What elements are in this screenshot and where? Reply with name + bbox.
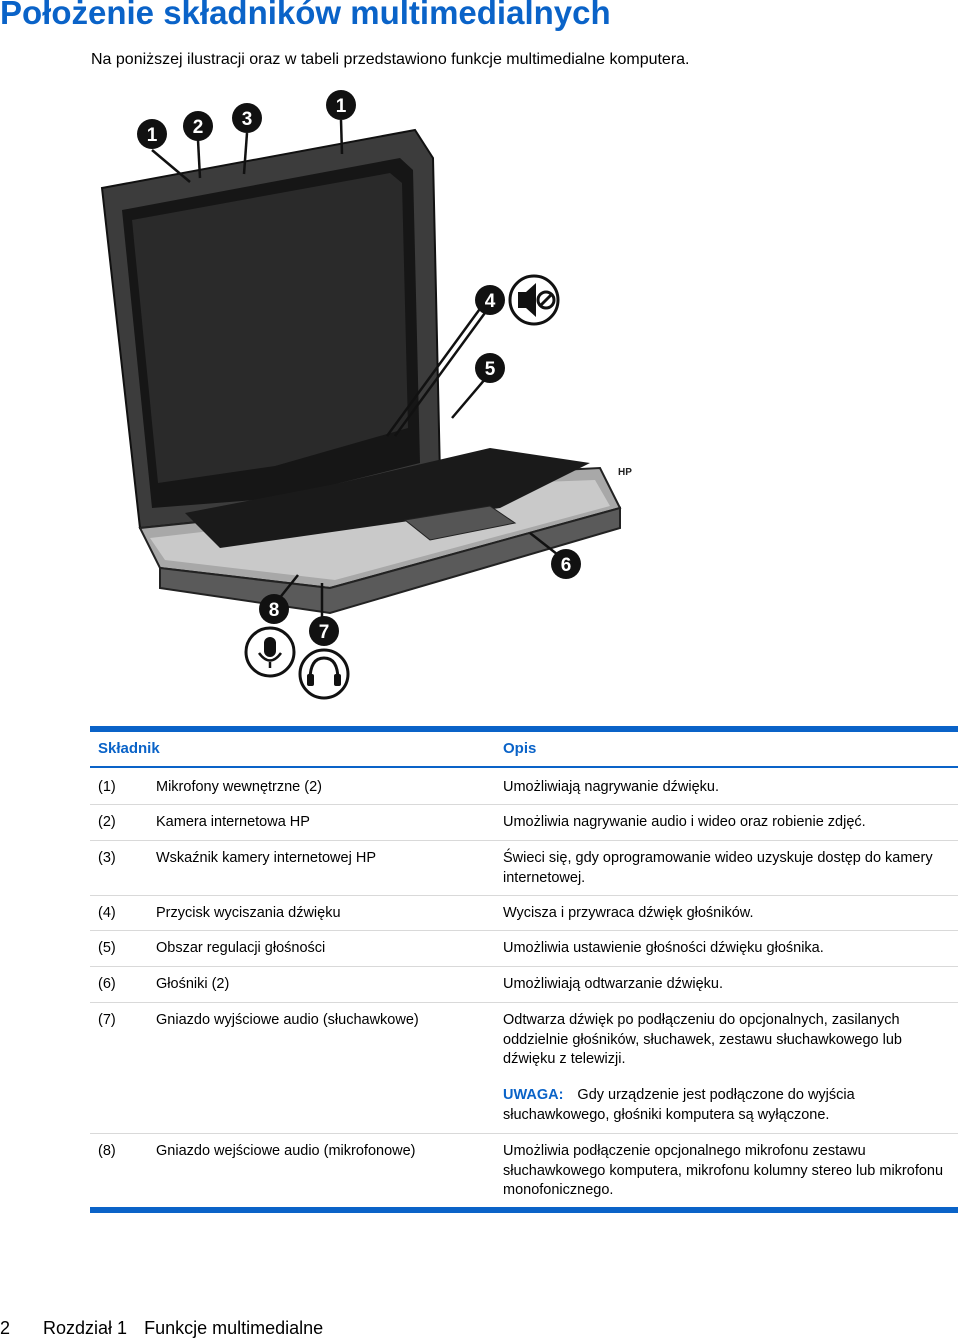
- row-desc: Umożliwia nagrywanie audio i wideo oraz robienie zdjęć.: [503, 814, 866, 830]
- row-desc: Umożliwiają nagrywanie dźwięku.: [503, 779, 719, 795]
- intro-text: Na poniższej ilustracji oraz w tabeli przedstawiono funkcje multimedialne komputera.: [91, 51, 690, 68]
- row-num: (6): [98, 976, 116, 992]
- row-name: Gniazdo wyjściowe audio (słuchawkowe): [156, 1012, 419, 1028]
- row-name: Mikrofony wewnętrzne (2): [156, 779, 322, 795]
- row-divider: [90, 895, 958, 896]
- callout-2: [183, 111, 213, 141]
- microphone-icon: [246, 628, 294, 676]
- row-desc: Umożliwiają odtwarzanie dźwięku.: [503, 976, 724, 992]
- headphones-icon: [300, 650, 348, 698]
- row-desc: Umożliwia ustawienie głośności dźwięku głośnika.: [503, 940, 824, 956]
- callout-number: 7: [318, 622, 330, 643]
- table-bottom-rule: [90, 1207, 958, 1213]
- callout-number: 1: [146, 125, 158, 146]
- row-divider: [90, 804, 958, 805]
- note: [503, 1086, 953, 1125]
- callout-3: [232, 103, 262, 133]
- callout-1b: [326, 90, 356, 120]
- callout-number: 5: [484, 359, 496, 380]
- row-desc: Wycisza i przywraca dźwięk głośników.: [503, 905, 754, 921]
- row-num: (2): [98, 814, 116, 830]
- row-name: Gniazdo wejściowe audio (mikrofonowe): [156, 1143, 416, 1159]
- row-desc: Umożliwia podłączenie opcjonalnego mikrofonu zestawu słuchawkowego komputera, mikrofonu kolumny stereo lub mikrofonu monofonicznego.: [503, 1143, 944, 1198]
- callout-8: [259, 594, 289, 624]
- row-name: Kamera internetowa HP: [156, 814, 310, 830]
- row-name: Przycisk wyciszania dźwięku: [156, 905, 341, 921]
- callout-4: [475, 285, 505, 315]
- note-text: Gdy urządzenie jest podłączone do wyjścia słuchawkowego, głośniki komputera są wyłączone.: [503, 1087, 855, 1123]
- row-name: Obszar regulacji głośności: [156, 940, 326, 956]
- laptop-illustration: [90, 88, 850, 708]
- row-num: (3): [98, 850, 116, 866]
- callout-1a: [137, 119, 167, 149]
- row-divider: [90, 1002, 958, 1003]
- row-desc: Odtwarza dźwięk po podłączeniu do opcjonalnych, zasilanych oddzielnie głośników, słuchawek, zestawu słuchawkowego lub dźwięku z telewizji.: [503, 1012, 902, 1067]
- laptop-lid: [102, 130, 440, 528]
- row-num: (7): [98, 1012, 116, 1028]
- callout-number: 8: [268, 600, 280, 621]
- row-divider: [90, 840, 958, 841]
- row-num: (4): [98, 905, 116, 921]
- chapter-label: Rozdział 1: [43, 1318, 128, 1338]
- table-top-rule: [90, 726, 958, 732]
- note-label: UWAGA:: [503, 1087, 564, 1103]
- header-component: Składnik: [98, 740, 160, 757]
- row-num: (5): [98, 940, 116, 956]
- mute-speaker-icon: [510, 276, 558, 324]
- page-title: Położenie składników multimedialnych: [0, 0, 611, 31]
- callout-number: 3: [241, 109, 253, 130]
- header-description: Opis: [503, 740, 537, 757]
- callout-7: [309, 616, 339, 646]
- row-desc: Świeci się, gdy oprogramowanie wideo uzyskuje dostęp do kamery internetowej.: [503, 850, 933, 886]
- chapter-title: Funkcje multimedialne: [144, 1318, 324, 1338]
- row-num: (1): [98, 779, 116, 795]
- row-num: (8): [98, 1143, 116, 1159]
- page-footer: [0, 1318, 335, 1339]
- row-name: Wskaźnik kamery internetowej HP: [156, 850, 376, 866]
- table-header-rule: [90, 766, 958, 768]
- callout-number: 2: [192, 117, 204, 138]
- callout-number: 6: [560, 555, 572, 576]
- row-divider: [90, 930, 958, 931]
- callout-number: 1: [335, 96, 347, 117]
- keyboard-badge: HP: [618, 467, 632, 478]
- callout-6: [551, 549, 581, 579]
- row-divider: [90, 966, 958, 967]
- page-number: 2: [0, 1318, 11, 1338]
- row-name: Głośniki (2): [156, 976, 230, 992]
- row-divider: [90, 1133, 958, 1134]
- callout-5: [475, 353, 505, 383]
- callout-number: 4: [484, 291, 496, 312]
